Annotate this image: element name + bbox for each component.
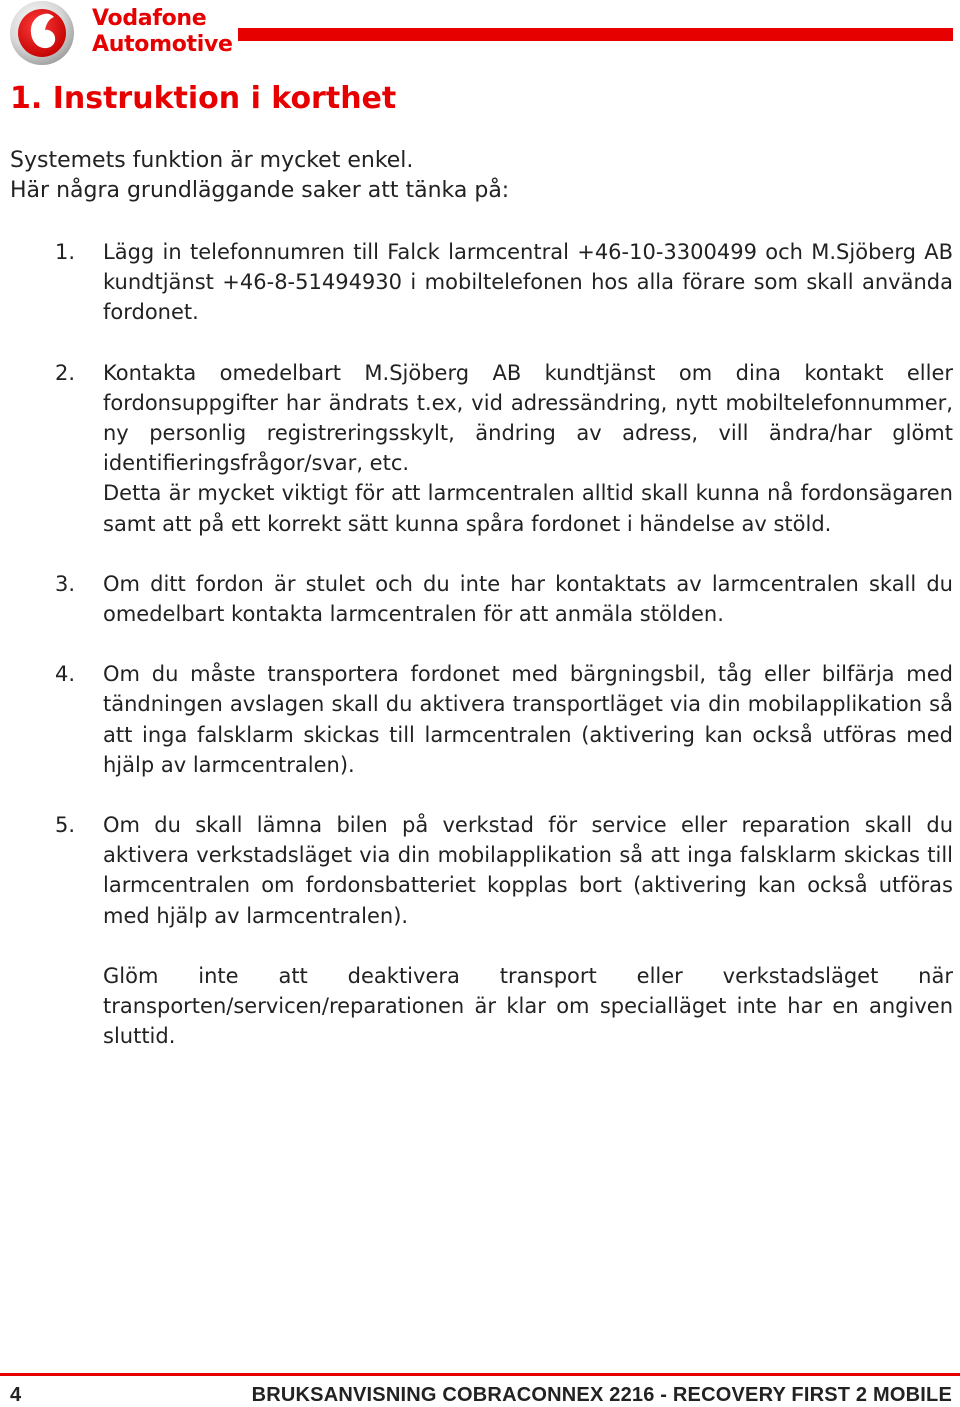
footer-title: BRUKSANVISNING COBRACONNEX 2216 - RECOVERY FIRST 2 MOBILE xyxy=(251,1384,952,1406)
list-item xyxy=(0,358,953,539)
item-number: 1. xyxy=(55,240,76,264)
intro-line-1: Systemets funktion är mycket enkel. xyxy=(10,148,414,173)
item-text: Om ditt fordon är stulet och du inte har kontaktats av larmcentralen skall du omedelbart kontakta larmcentralen för att anmäla stölden. xyxy=(103,571,953,627)
item-number: 4. xyxy=(55,662,76,687)
item-text: Lägg in telefonnumren till Falck larmcentral +46-10-3300499 och M.Sjöberg AB kundtjänst +46-8-51494930 i mobiltelefonen hos alla förare som skall använda fordonet. xyxy=(103,240,953,325)
intro-line-2: Här några grundläggande saker att tänka på: xyxy=(10,178,510,203)
item-text: Kontakta omedelbart M.Sjöberg AB kundtjänst om dina kontakt eller fordonsuppgifter har ändrats t.ex, vid adressändring, nytt mobiltelefonnummer, ny personlig registreringsskylt, ändring av adress, vill ändra/har glömt identifieringsfrågor/svar, etc. xyxy=(103,360,953,476)
list-item xyxy=(0,569,953,629)
section-title: 1. Instruktion i korthet xyxy=(10,81,397,116)
brand-line-1: Vodafone xyxy=(92,6,207,31)
intro-text xyxy=(10,146,950,206)
closing-note: Glöm inte att deaktivera transport eller verkstadsläget när transporten/servicen/reparationen är klar om specialläget inte har en angiven sluttid. xyxy=(103,963,953,1049)
item-number: 2. xyxy=(55,360,76,385)
instruction-list xyxy=(0,237,960,1051)
brand-line-2: Automotive xyxy=(92,32,233,57)
item-number: 5. xyxy=(55,813,76,838)
vodafone-logo-icon xyxy=(8,0,76,66)
list-item xyxy=(0,237,953,328)
brand-wordmark xyxy=(92,6,233,58)
page-number: 4 xyxy=(10,1384,22,1406)
item-text: Om du måste transportera fordonet med bärgningsbil, tåg eller bilfärja med tändningen avslagen skall du aktivera transportläget via din mobilapplikation så att inga falsklarm skickas till larmcentralen (aktivering kan också utföras med hjälp av larmcentralen). xyxy=(103,662,953,777)
item-text: Detta är mycket viktigt för att larmcentralen alltid skall kunna nå fordonsägaren samt att på ett korrekt sätt kunna spåra fordonet i händelse av stöld. xyxy=(103,481,953,536)
footer-bar xyxy=(0,1373,960,1376)
item-number: 3. xyxy=(55,571,76,596)
list-item xyxy=(0,659,953,780)
item-text: Om du skall lämna bilen på verkstad för service eller reparation skall du aktivera verkstadsläget via din mobilapplikation så att inga falsklarm skickas till larmcentralen om fordonsbatteriet kopplas bort (aktivering kan också utföras med hjälp av larmcentralen). xyxy=(103,813,953,928)
header-bar xyxy=(238,28,953,41)
list-item xyxy=(0,810,953,931)
